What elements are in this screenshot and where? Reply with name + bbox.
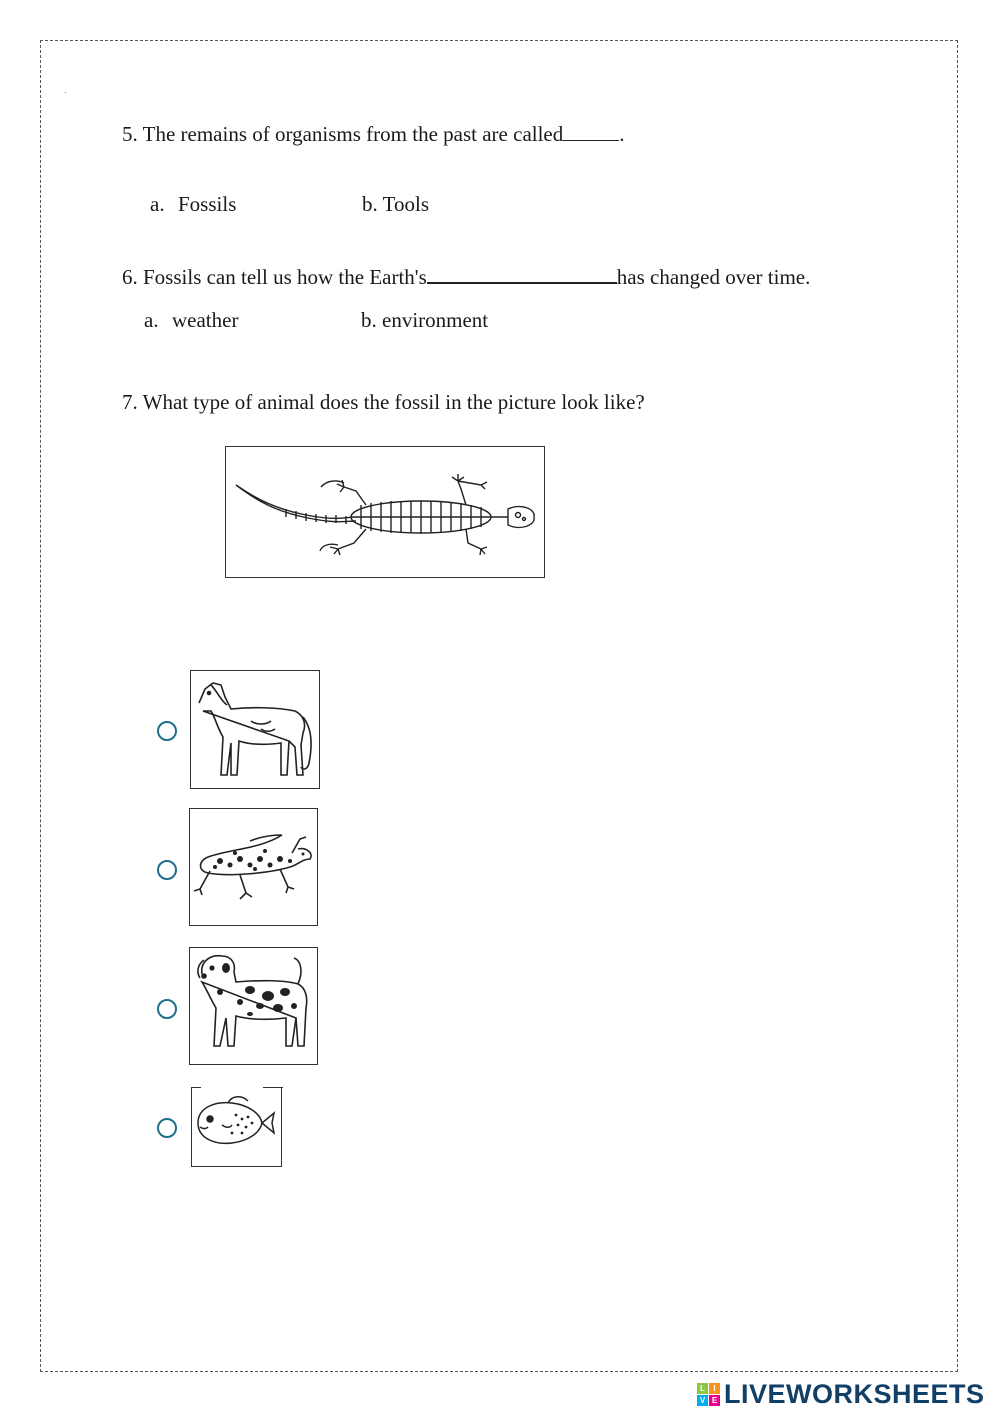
choice-dog-image[interactable] [189, 947, 318, 1065]
question-6-option-b: b. environment [361, 308, 489, 332]
choice-horse-radio[interactable] [157, 721, 177, 741]
question-5-text: 5. The remains of organisms from the past are called [122, 122, 564, 146]
brand-text: LIVEWORKSHEETS [724, 1378, 985, 1409]
brand-logo-icon: L I V E [697, 1383, 720, 1406]
horse-icon [191, 671, 318, 787]
fish-frame-corner-right [263, 1087, 283, 1088]
question-7-text: 7. What type of animal does the fossil in the picture look like? [122, 390, 645, 414]
dog-icon [190, 948, 316, 1063]
choice-fish-image[interactable] [191, 1087, 282, 1167]
question-6-end: has changed over time. [616, 265, 811, 289]
lizard-icon [190, 809, 316, 924]
question-5-blank [563, 122, 619, 141]
liveworksheets-brand [697, 1378, 985, 1410]
stray-dot [65, 92, 66, 93]
choice-horse-image[interactable] [190, 670, 320, 789]
question-6-text: 6. Fossils can tell us how the Earth's [122, 265, 427, 289]
choice-lizard-radio[interactable] [157, 860, 177, 880]
fossil-figure [225, 446, 545, 578]
fish-icon [192, 1087, 280, 1164]
choice-fish-radio[interactable] [157, 1118, 177, 1138]
question-5-option-a: a. Fossils [150, 192, 237, 216]
lizard-skeleton-icon [226, 447, 543, 576]
question-5-end: . [619, 122, 625, 146]
question-6-option-a: a. weather [144, 308, 239, 332]
question-6 [122, 264, 810, 290]
question-5 [122, 122, 625, 147]
choice-dog-radio[interactable] [157, 999, 177, 1019]
question-5-option-b: b. Tools [362, 192, 429, 216]
question-6-blank [427, 264, 617, 284]
worksheet-border [40, 40, 958, 1372]
fish-frame-corner-left [191, 1087, 201, 1088]
choice-lizard-image[interactable] [189, 808, 318, 926]
